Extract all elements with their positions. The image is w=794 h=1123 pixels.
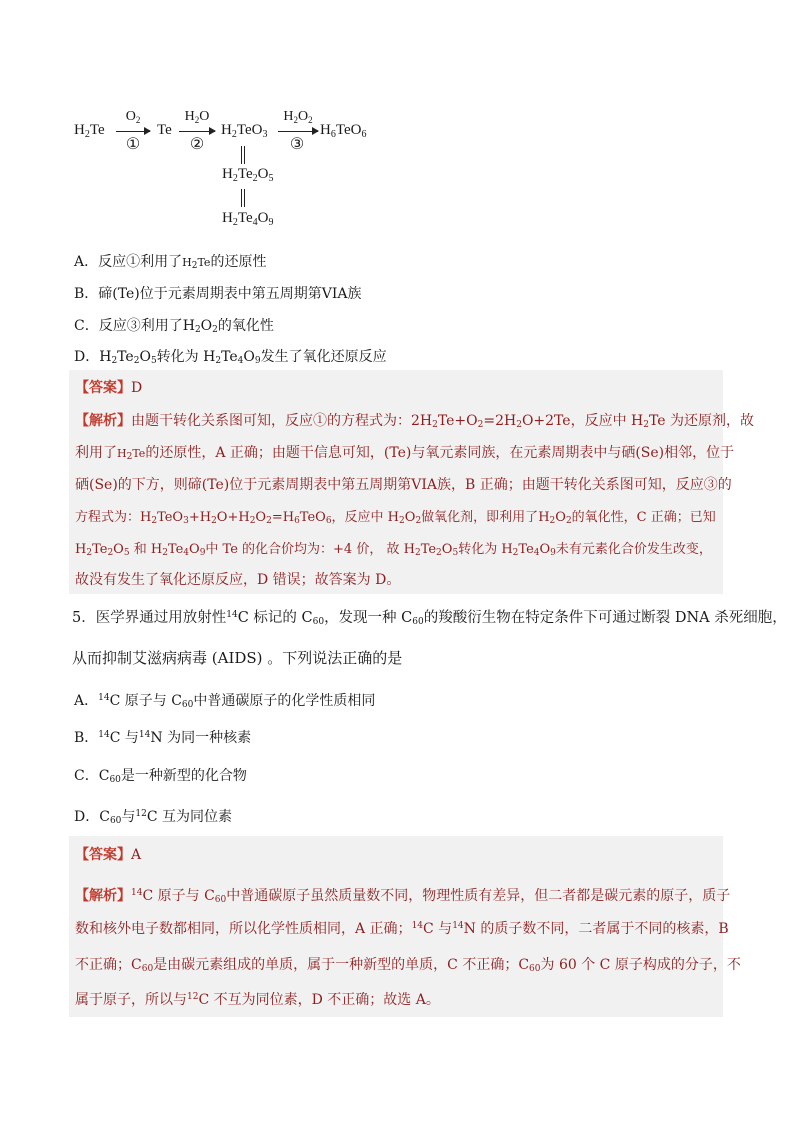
q4-option-a: A．反应①利用了$H_2Te$的还原性 — [74, 254, 267, 271]
reagent-h2o: $H_2O$ — [184, 109, 210, 125]
q5-option-b: B．$^{14}$C 与$^{14}$N 为同一种核素 — [74, 730, 252, 746]
q4-explanation-line-3: 硒(Se)的下方，则碲(Te)位于元素周期表中第五周期第VIA族，B 正确；由题干转化关系图可知，反应③的 — [75, 477, 732, 493]
q5-explanation-line-4: 属于原子，所以与$^{12}$C 不互为同位素，D 不正确；故选 A。 — [75, 992, 440, 1008]
species-h2teo3: $H_2TeO_3$ — [221, 122, 268, 140]
q5-explanation-line-1: 【解析】$^{14}$C 原子与 $C_{60}$中普通碳原子虽然质量数不同，物理性质有差异，但二者都是碳元素的原子，质子 — [75, 888, 731, 905]
q4-option-d: D．$H_2Te_2O_5$转化为 $H_2Te_4O_9$发生了氧化还原反应 — [74, 349, 387, 366]
species-te: Te — [157, 122, 172, 138]
q5-answer-box — [69, 836, 741, 1017]
step-3-number: ③ — [289, 136, 305, 153]
q4-option-c: C．反应③利用了$H_2O_2$的氧化性 — [74, 318, 274, 335]
arrow-step-2 — [179, 131, 215, 132]
species-h6teo6: $H_6TeO_6$ — [320, 122, 367, 140]
arrow-step-1 — [116, 131, 150, 132]
q4-explanation-line-6: 故没有发生了氧化还原反应，D 错误；故答案为 D。 — [75, 572, 401, 588]
q5-explanation-line-3: 不正确；$C_{60}$是由碳元素组成的单质，属于一种新型的单质，C 不正确；$C_{60}$为 60 个 C 原子构成的分子，不 — [75, 957, 741, 974]
q5-stem-line-1: 5．医学界通过用放射性$^{14}$C 标记的 $C_{60}$，发现一种 $C_{60}$的羧酸衍生物在特定条件下可通过断裂 DNA 杀死细胞， — [72, 610, 787, 627]
q5-option-d: D．$C_{60}$与$^{12}$C 互为同位素 — [74, 809, 233, 826]
step-2-number: ② — [189, 136, 205, 153]
q5-explanation-line-2: 数和核外电子数都相同，所以化学性质相同，A 正确；$^{14}$C 与$^{14}$N 的质子数不同，二者属于不同的核素，B — [75, 921, 729, 937]
step-1-number: ① — [125, 136, 141, 153]
species-h2te4o9: $H_2Te_4O_9$ — [222, 210, 274, 228]
q4-answer: 【答案】D — [75, 380, 143, 396]
q5-option-c: C．$C_{60}$是一种新型的化合物 — [74, 768, 247, 785]
q4-option-b: B．碲(Te)位于元素周期表中第五周期第VIA族 — [74, 286, 362, 302]
q4-answer-box — [69, 370, 754, 594]
species-h2te2o5: $H_2Te_2O_5$ — [222, 166, 274, 184]
reaction-scheme — [0, 0, 794, 240]
species-h2te: $H_2Te$ — [74, 122, 105, 140]
q5-answer: 【答案】A — [75, 847, 142, 863]
equilibrium-bond-2 — [241, 189, 245, 207]
q4-explanation-line-5: $H_2Te_2O_5$ 和 $H_2Te_4O_9$中 Te 的化合价均为：+4 价， 故 $H_2Te_2O_5$转化为 $H_2Te_4O_9$未有元素化合价发生改变， — [75, 542, 712, 558]
q4-explanation-line-2: 利用了$H_2Te$的还原性，A 正确；由题干信息可知，(Te)与氧元素同族，在元素周期表中与硒(Se)相邻，位于 — [75, 445, 735, 462]
reagent-h2o2: $H_2O_2$ — [283, 109, 313, 125]
equilibrium-bond-1 — [241, 146, 245, 164]
q5-option-a: A．$^{14}$C 原子与 $C_{60}$中普通碳原子的化学性质相同 — [74, 693, 376, 710]
q4-explanation-line-1: 【解析】由题干转化关系图可知，反应①的方程式为：$2H_2Te+O_2=2H_2O+2Te$，反应中 $H_2Te$ 为还原剂，故 — [75, 413, 754, 430]
arrow-step-3 — [278, 131, 318, 132]
q4-explanation-line-4: 方程式为：$H_2TeO_3+H_2O+H_2O_2=H_6TeO_6$，反应中 $H_2O_2$做氧化剂，即利用了$H_2O_2$的氧化性，C 正确；已知 — [75, 510, 716, 526]
q5-stem-line-2: 从而抑制艾滋病病毒 (AIDS) 。下列说法正确的是 — [72, 649, 403, 667]
reagent-o2: $O_2$ — [125, 109, 141, 125]
